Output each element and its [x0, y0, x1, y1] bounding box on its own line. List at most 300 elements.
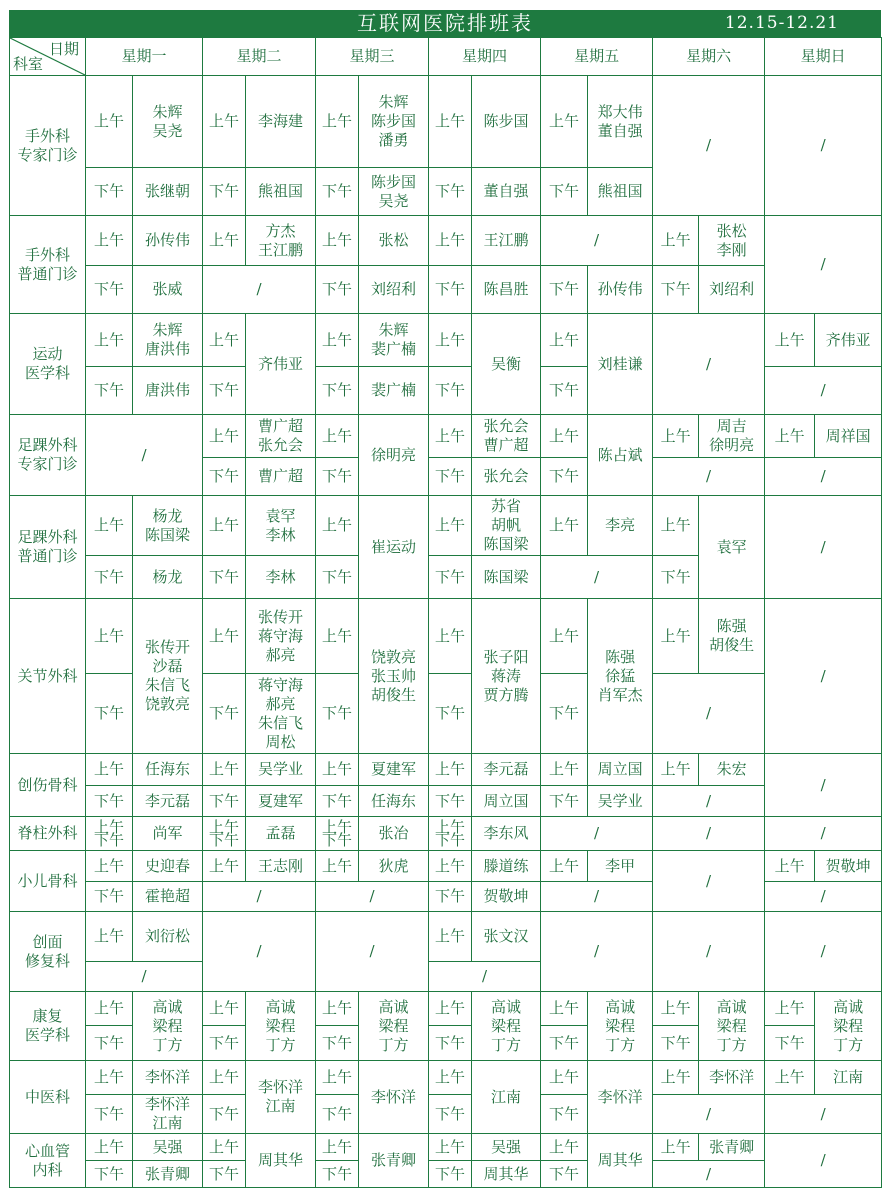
doctor-cell — [246, 599, 316, 674]
session-label: 下午 — [316, 786, 359, 817]
session-label: 上午 — [429, 851, 472, 882]
doctor-cell — [246, 496, 316, 556]
doctor-name: 蒋涛 — [491, 666, 522, 685]
doctor-cell — [472, 76, 541, 168]
session-label: 上午 — [653, 1061, 699, 1095]
no-clinic-cell: / — [653, 674, 765, 754]
session-label: 上午 — [429, 415, 472, 458]
doctor-name: 李刚 — [716, 240, 747, 259]
doctor-name: 饶敦亮 — [371, 647, 417, 666]
session-label: 下午 — [429, 556, 472, 599]
session-label: 上午 — [203, 754, 246, 786]
no-clinic-cell: / — [429, 962, 541, 992]
doctor-cell — [246, 992, 316, 1061]
session-label: 上午 — [429, 992, 472, 1026]
doctor-cell — [133, 1095, 203, 1134]
doctor-cell — [359, 76, 429, 168]
session-label: 下午 — [203, 786, 246, 817]
session-label: 上午 — [429, 314, 472, 367]
session-label: 上午 — [541, 754, 588, 786]
doctor-name: 江南 — [833, 1068, 864, 1086]
doctor-name: 梁程 — [605, 1016, 636, 1035]
no-clinic-cell: / — [653, 76, 765, 216]
session-label: 上午 — [429, 599, 472, 674]
doctor-name: 曹广超 — [258, 417, 304, 435]
session-label: 上午 — [653, 415, 699, 458]
doctor-name: 齐伟亚 — [258, 354, 304, 373]
doctor-name: 陈强 — [716, 617, 747, 635]
session-label: 上午 — [86, 76, 133, 168]
doctor-cell — [246, 817, 316, 851]
no-clinic-cell: / — [765, 367, 882, 415]
doctor-name: 周祥国 — [825, 426, 871, 445]
doctor-cell — [588, 496, 653, 556]
doctor-cell — [133, 266, 203, 314]
doctor-name: 周吉 — [716, 417, 747, 435]
doctor-name: 刘衍松 — [145, 927, 191, 945]
doctor-cell — [359, 992, 429, 1061]
doctor-name: 丁方 — [605, 1035, 636, 1054]
session-label: 上午 — [429, 1134, 472, 1161]
no-clinic-cell: / — [765, 1134, 882, 1188]
session-label: 下午 — [541, 458, 588, 496]
doctor-name: 曹广超 — [258, 467, 304, 485]
doctor-cell — [133, 216, 203, 266]
session-label: 下午 — [653, 1026, 699, 1061]
no-clinic-cell: / — [653, 1095, 765, 1134]
day-header: 星期六 — [653, 38, 765, 76]
session-label: 上午 — [86, 496, 133, 556]
doctor-name: 李怀洋 — [709, 1068, 755, 1086]
doctor-name: 尚军 — [152, 824, 183, 842]
doctor-cell — [359, 1061, 429, 1134]
department-name-line: 运动 — [32, 345, 63, 363]
session-label: 上午 — [86, 314, 133, 367]
doctor-name: 王志刚 — [258, 856, 304, 875]
doctor-name: 霍艳超 — [145, 887, 191, 905]
doctor-cell — [472, 266, 541, 314]
doctor-name: 孙传伟 — [145, 231, 191, 249]
doctor-name: 贾方腾 — [483, 685, 529, 704]
doctor-cell — [246, 415, 316, 458]
no-clinic-cell: / — [653, 912, 765, 992]
doctor-cell — [359, 496, 429, 599]
doctor-name: 李怀洋 — [258, 1078, 304, 1096]
session-label: 下午 — [86, 1095, 133, 1134]
doctor-name: 高诚 — [833, 997, 864, 1016]
doctor-name: 李怀洋 — [145, 1068, 191, 1086]
doctor-name: 郝亮 — [265, 645, 296, 664]
session-label: 下午 — [203, 458, 246, 496]
session-label: 上午 — [541, 415, 588, 458]
doctor-cell — [359, 754, 429, 786]
department-name — [10, 216, 86, 314]
doctor-name: 郑大伟 — [597, 102, 643, 121]
doctor-cell — [472, 415, 541, 458]
doctor-cell — [699, 992, 765, 1061]
session-label: 下午 — [316, 1161, 359, 1188]
department-name-line: 普通门诊 — [17, 547, 78, 565]
doctor-name: 贺敬坤 — [483, 887, 529, 905]
no-clinic-cell: / — [653, 851, 765, 912]
session-label: 上午 — [86, 1134, 133, 1161]
doctor-name: 李怀洋 — [145, 1095, 191, 1113]
doctor-cell — [588, 266, 653, 314]
doctor-cell — [133, 496, 203, 556]
session-label: 下午 — [429, 168, 472, 216]
title-bar — [9, 10, 881, 37]
doctor-cell — [359, 168, 429, 216]
doctor-cell — [699, 216, 765, 266]
session-label: 上午 — [86, 851, 133, 882]
doctor-name: 陈强 — [605, 647, 636, 666]
doctor-name: 丁方 — [491, 1035, 522, 1054]
department-name-line: 创面 — [32, 932, 63, 951]
session-label: 下午 — [209, 830, 240, 849]
doctor-name: 张威 — [152, 280, 183, 298]
doctor-name: 梁程 — [491, 1016, 522, 1035]
session-label: 下午 — [429, 674, 472, 754]
corner-dept-label: 科室 — [13, 55, 44, 73]
department-name — [10, 912, 86, 992]
no-clinic-cell: / — [765, 912, 882, 992]
session-label: 上午 — [653, 496, 699, 556]
doctor-name: 高诚 — [152, 997, 183, 1016]
session-label: 下午 — [86, 1161, 133, 1188]
session-label: 上午 — [429, 496, 472, 556]
no-clinic-cell: / — [765, 76, 882, 216]
doctor-name: 江南 — [152, 1114, 183, 1132]
session-label: 上午 — [316, 599, 359, 674]
doctor-cell — [133, 754, 203, 786]
session-label-stacked — [203, 817, 246, 851]
doctor-cell — [359, 415, 429, 496]
doctor-cell — [699, 415, 765, 458]
doctor-name: 吴衡 — [491, 354, 522, 373]
department-name-line: 创伤骨科 — [17, 775, 78, 794]
doctor-cell — [588, 1134, 653, 1188]
doctor-cell — [472, 786, 541, 817]
session-label: 下午 — [765, 1026, 815, 1061]
session-label: 下午 — [86, 1026, 133, 1061]
session-label: 上午 — [541, 992, 588, 1026]
doctor-name: 李元磊 — [483, 760, 529, 778]
doctor-name: 周其华 — [597, 1151, 643, 1169]
doctor-name: 任海东 — [145, 760, 191, 778]
doctor-name: 王江鹏 — [258, 240, 304, 259]
doctor-name: 唐洪伟 — [145, 340, 191, 358]
session-label: 下午 — [541, 266, 588, 314]
doctor-name: 滕道练 — [483, 856, 529, 875]
session-label: 下午 — [316, 556, 359, 599]
session-label: 上午 — [541, 496, 588, 556]
doctor-cell — [133, 882, 203, 912]
doctor-name: 狄虎 — [378, 856, 409, 875]
no-clinic-cell: / — [653, 817, 765, 851]
session-label: 上午 — [203, 496, 246, 556]
session-label: 下午 — [541, 674, 588, 754]
doctor-name: 丁方 — [833, 1035, 864, 1054]
doctor-name: 刘桂谦 — [597, 354, 643, 373]
session-label: 下午 — [429, 1026, 472, 1061]
session-label-stacked — [316, 817, 359, 851]
session-label: 下午 — [322, 830, 353, 849]
doctor-name: 蒋守海 — [258, 626, 304, 645]
schedule-table — [9, 37, 882, 1188]
session-label: 上午 — [541, 851, 588, 882]
doctor-name: 陈占斌 — [597, 445, 643, 464]
doctor-cell — [472, 599, 541, 754]
schedule-row — [10, 1095, 882, 1134]
session-label: 下午 — [203, 1161, 246, 1188]
doctor-name: 陈昌胜 — [483, 280, 529, 298]
doctor-name: 齐伟亚 — [825, 330, 871, 349]
doctor-name: 贺敬坤 — [825, 856, 871, 875]
doctor-name: 陈国梁 — [483, 567, 529, 586]
doctor-cell — [472, 458, 541, 496]
doctor-name: 熊祖国 — [258, 182, 304, 200]
doctor-cell — [472, 754, 541, 786]
doctor-cell — [699, 754, 765, 786]
department-name — [10, 754, 86, 817]
doctor-name: 高诚 — [265, 997, 296, 1016]
schedule-row — [10, 496, 882, 556]
department-name-line: 康复 — [32, 1007, 63, 1025]
doctor-cell — [133, 599, 203, 754]
doctor-cell — [815, 415, 882, 458]
schedule-row — [10, 266, 882, 314]
doctor-name: 杨龙 — [152, 506, 183, 525]
session-label: 上午 — [203, 76, 246, 168]
session-label: 上午 — [653, 754, 699, 786]
day-header: 星期四 — [429, 38, 541, 76]
doctor-name: 李甲 — [605, 856, 636, 875]
doctor-cell — [133, 556, 203, 599]
department-name-line: 脊柱外科 — [17, 824, 78, 842]
doctor-name: 丁方 — [265, 1035, 296, 1054]
doctor-name: 吴强 — [491, 1137, 522, 1156]
doctor-name: 裴广楠 — [371, 340, 417, 358]
doctor-name: 李林 — [265, 567, 296, 586]
doctor-cell — [359, 817, 429, 851]
doctor-name: 梁程 — [152, 1016, 183, 1035]
doctor-cell — [588, 754, 653, 786]
session-label: 上午 — [203, 851, 246, 882]
doctor-cell — [246, 556, 316, 599]
session-label: 上午 — [653, 992, 699, 1026]
session-label: 上午 — [322, 817, 353, 836]
session-label: 下午 — [541, 1095, 588, 1134]
session-label: 上午 — [316, 496, 359, 556]
doctor-name: 吴学业 — [597, 791, 643, 810]
doctor-name: 吴学业 — [258, 760, 304, 778]
day-header: 星期三 — [316, 38, 429, 76]
doctor-name: 肖军杰 — [597, 685, 643, 704]
session-label: 上午 — [316, 1061, 359, 1095]
doctor-cell — [472, 882, 541, 912]
doctor-name: 张传开 — [145, 638, 191, 656]
doctor-cell — [815, 851, 882, 882]
doctor-cell — [133, 367, 203, 415]
doctor-cell — [359, 266, 429, 314]
schedule-row — [10, 817, 882, 851]
schedule-row — [10, 1061, 882, 1095]
doctor-name: 董自强 — [597, 121, 643, 140]
doctor-cell — [359, 367, 429, 415]
session-label: 下午 — [203, 674, 246, 754]
doctor-cell — [588, 415, 653, 496]
session-label: 下午 — [653, 266, 699, 314]
department-name-line: 修复科 — [24, 951, 70, 970]
doctor-cell — [133, 1161, 203, 1188]
doctor-name: 郝亮 — [265, 694, 296, 713]
department-name — [10, 76, 86, 216]
session-label: 下午 — [316, 1026, 359, 1061]
department-name — [10, 1134, 86, 1188]
session-label: 下午 — [429, 266, 472, 314]
no-clinic-cell: / — [86, 962, 203, 992]
session-label: 下午 — [653, 556, 699, 599]
session-label: 下午 — [316, 266, 359, 314]
doctor-name: 徐明亮 — [709, 436, 755, 454]
doctor-cell — [472, 168, 541, 216]
schedule-row — [10, 754, 882, 786]
day-header: 星期二 — [203, 38, 316, 76]
doctor-name: 朱宏 — [716, 760, 747, 778]
department-name-line: 心血管 — [24, 1141, 70, 1160]
doctor-name: 梁程 — [378, 1016, 409, 1035]
session-label: 上午 — [316, 992, 359, 1026]
session-label: 上午 — [653, 599, 699, 674]
doctor-name: 李海建 — [258, 112, 304, 130]
no-clinic-cell: / — [541, 216, 653, 266]
doctor-cell — [588, 599, 653, 754]
department-name-line: 专家门诊 — [17, 145, 78, 164]
doctor-name: 胡俊生 — [709, 636, 755, 654]
doctor-cell — [588, 76, 653, 168]
doctor-name: 张玉帅 — [371, 666, 417, 685]
session-label: 下午 — [316, 168, 359, 216]
session-label: 下午 — [93, 830, 124, 849]
session-label: 上午 — [203, 992, 246, 1026]
session-label: 上午 — [653, 216, 699, 266]
session-label: 下午 — [203, 556, 246, 599]
day-header: 星期一 — [86, 38, 203, 76]
session-label: 上午 — [541, 314, 588, 367]
session-label: 下午 — [86, 674, 133, 754]
doctor-cell — [699, 1134, 765, 1161]
session-label: 上午 — [203, 415, 246, 458]
doctor-name: 张允会 — [483, 417, 529, 435]
doctor-cell — [588, 786, 653, 817]
doctor-cell — [588, 1061, 653, 1134]
doctor-cell — [472, 556, 541, 599]
doctor-name: 徐明亮 — [371, 445, 417, 464]
session-label: 上午 — [316, 76, 359, 168]
session-label: 上午 — [541, 76, 588, 168]
doctor-cell — [699, 599, 765, 674]
doctor-cell — [133, 912, 203, 962]
doctor-name: 熊祖国 — [597, 182, 643, 200]
session-label: 下午 — [541, 1026, 588, 1061]
session-label: 上午 — [86, 1061, 133, 1095]
doctor-name: 李怀洋 — [597, 1087, 643, 1106]
session-label: 下午 — [316, 367, 359, 415]
doctor-cell — [359, 786, 429, 817]
session-label: 下午 — [429, 882, 472, 912]
session-label: 上午 — [316, 314, 359, 367]
doctor-name: 李东风 — [483, 824, 529, 842]
doctor-name: 沙磊 — [152, 657, 183, 675]
doctor-cell — [133, 168, 203, 216]
session-label: 上午 — [86, 216, 133, 266]
doctor-cell — [246, 314, 316, 415]
no-clinic-cell: / — [765, 496, 882, 599]
session-label: 上午 — [429, 754, 472, 786]
doctor-name: 江南 — [491, 1087, 522, 1106]
doctor-cell — [246, 786, 316, 817]
doctor-name: 徐猛 — [605, 666, 636, 685]
session-label: 下午 — [541, 786, 588, 817]
doctor-name: 潘勇 — [378, 131, 409, 149]
doctor-name: 丁方 — [152, 1035, 183, 1054]
doctor-cell — [472, 912, 541, 962]
department-name-line: 中医科 — [24, 1087, 70, 1106]
session-label: 上午 — [203, 599, 246, 674]
doctor-name: 夏建军 — [258, 791, 304, 810]
doctor-cell — [588, 168, 653, 216]
doctor-cell — [133, 314, 203, 367]
session-label: 上午 — [203, 314, 246, 367]
session-label: 上午 — [541, 1061, 588, 1095]
doctor-name: 高诚 — [378, 997, 409, 1016]
doctor-name: 蒋守海 — [258, 675, 304, 694]
department-name-line: 手外科 — [24, 245, 70, 264]
doctor-name: 张允会 — [258, 436, 304, 454]
doctor-name: 高诚 — [605, 997, 636, 1016]
session-label: 上午 — [429, 76, 472, 168]
no-clinic-cell: / — [541, 817, 653, 851]
doctor-cell — [246, 76, 316, 168]
date-range: 12.15-12.21 — [724, 13, 839, 33]
doctor-name: 陈步国 — [483, 112, 529, 130]
doctor-name: 曹广超 — [483, 436, 529, 454]
session-label: 下午 — [203, 1026, 246, 1061]
doctor-cell — [133, 992, 203, 1061]
no-clinic-cell: / — [765, 458, 882, 496]
session-label: 上午 — [316, 1134, 359, 1161]
session-label: 上午 — [429, 216, 472, 266]
day-header: 星期日 — [765, 38, 882, 76]
doctor-name: 朱辉 — [152, 321, 183, 339]
no-clinic-cell: / — [765, 216, 882, 314]
schedule-row — [10, 1161, 882, 1188]
session-label: 上午 — [203, 1061, 246, 1095]
no-clinic-cell: / — [765, 599, 882, 754]
corner-date-label: 日期 — [48, 40, 79, 58]
doctor-name: 袁罕 — [716, 537, 747, 556]
schedule-row — [10, 314, 882, 367]
doctor-cell — [472, 496, 541, 556]
department-name — [10, 992, 86, 1061]
session-label: 下午 — [203, 168, 246, 216]
doctor-cell — [133, 817, 203, 851]
department-name-line: 手外科 — [24, 126, 70, 145]
doctor-cell — [815, 992, 882, 1061]
doctor-cell — [359, 314, 429, 367]
doctor-cell — [246, 458, 316, 496]
session-label: 上午 — [86, 912, 133, 962]
